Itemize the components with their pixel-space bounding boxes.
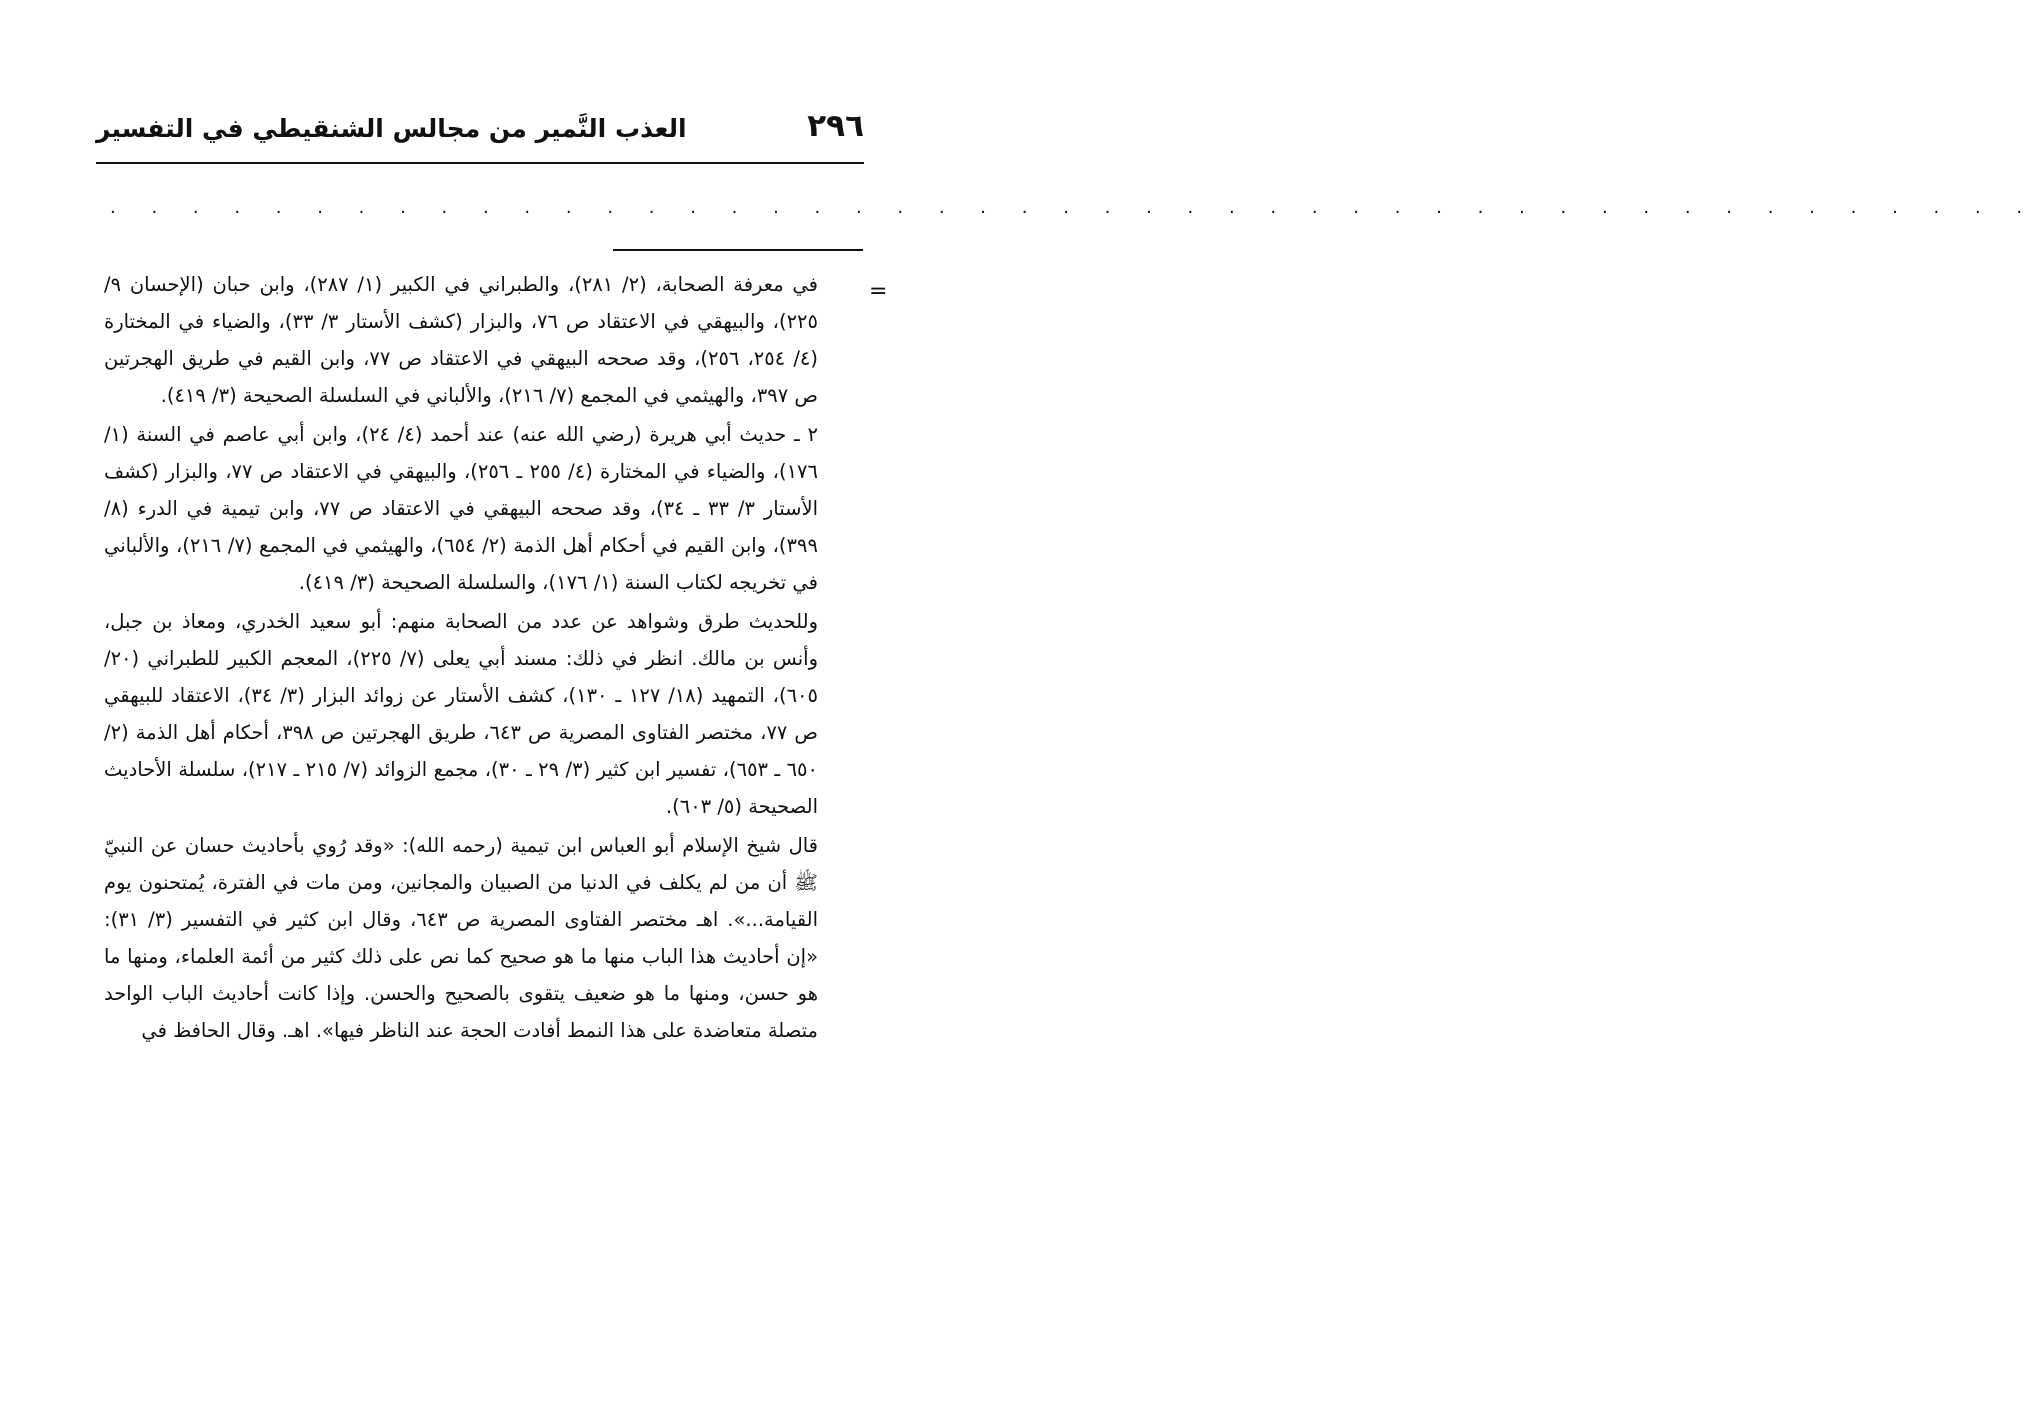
page-number: ٢٩٦	[807, 108, 864, 144]
header-rule	[96, 162, 864, 164]
footnote-body	[104, 266, 818, 1051]
running-title: العذب النَّمير من مجالس الشنقيطي في التفسير	[96, 114, 687, 143]
continuation-mark: =	[869, 279, 888, 304]
footnote-rule	[613, 249, 863, 251]
paragraph-scholar-quotes: قال شيخ الإسلام أبو العباس ابن تيمية (رحمه الله): «وقد رُوي بأحاديث حسان عن النبيّ ﷺ أن من لم يكلف في الدنيا من الصبيان والمجانين، ومن مات في الفترة، يُمتحنون يوم القيامة...». اهـ مختصر الفتاوى المصرية ص ٦٤٣، وقال ابن كثير في التفسير (٣/ ٣١): «إن أحاديث هذا الباب منها ما هو صحيح كما نص على ذلك كثير من أئمة العلماء، ومنها ما هو حسن، ومنها ما هو ضعيف يتقوى بالصحيح والحسن. وإذا كانت أحاديث الباب الواحد متصلة متعاضدة على هذا النمط أفادت الحجة عند الناظر فيها». اهـ. وقال الحافظ في	[104, 834, 818, 1042]
page-header	[96, 106, 864, 158]
paragraph-supporting-routes: وللحديث طرق وشواهد عن عدد من الصحابة منهم: أبو سعيد الخدري، ومعاذ بن جبل، وأنس بن مالك. انظر في ذلك: مسند أبي يعلى (٧/ ٢٢٥)، المعجم الكبير للطبراني (٢٠/ ٦٠٥)، التمهيد (١٨/ ١٢٧ ـ ١٣٠)، كشف الأستار عن زوائد البزار (٣/ ٣٤)، الاعتقاد للبيهقي ص ٧٧، مختصر الفتاوى المصرية ص ٦٤٣، طريق الهجرتين ص ٣٩٨، أحكام أهل الذمة (٢/ ٦٥٠ ـ ٦٥٣)، تفسير ابن كثير (٣/ ٢٩ ـ ٣٠)، مجمع الزوائد (٧/ ٢١٥ ـ ٢١٧)، سلسلة الأحاديث الصحيحة (٥/ ٦٠٣).	[104, 610, 818, 818]
dotted-separator: . . . . . . . . . . . . . . . . . . . . . . . . . . . . . . . . . . . . . . . . . . . . . . .	[110, 197, 2037, 218]
paragraph-continuation: في معرفة الصحابة، (٢/ ٢٨١)، والطبراني في الكبير (١/ ٢٨٧)، وابن حبان (الإحسان ٩/ ٢٢٥)، والبيهقي في الاعتقاد ص ٧٦، والبزار (كشف الأستار ٣/ ٣٣)، والضياء في المختارة (٤/ ٢٥٤، ٢٥٦)، وقد صححه البيهقي في الاعتقاد ص ٧٧، وابن القيم في طريق الهجرتين ص ٣٩٧، والهيثمي في المجمع (٧/ ٢١٦)، والألباني في السلسلة الصحيحة (٣/ ٤١٩).	[104, 273, 818, 407]
paragraph-hadith-abu-hurayra: ٢ ـ حديث أبي هريرة (رضي الله عنه) عند أحمد (٤/ ٢٤)، وابن أبي عاصم في السنة (١/ ١٧٦)، والضياء في المختارة (٤/ ٢٥٥ ـ ٢٥٦)، والبيهقي في الاعتقاد ص ٧٧، والبزار (كشف الأستار ٣/ ٣٣ ـ ٣٤)، وقد صححه البيهقي في الاعتقاد ص ٧٧، وابن تيمية في الدرء (٨/ ٣٩٩)، وابن القيم في أحكام أهل الذمة (٢/ ٦٥٤)، والهيثمي في المجمع (٧/ ٢١٦)، والألباني في تخريجه لكتاب السنة (١/ ١٧٦)، والسلسلة الصحيحة (٣/ ٤١٩).	[104, 423, 818, 594]
